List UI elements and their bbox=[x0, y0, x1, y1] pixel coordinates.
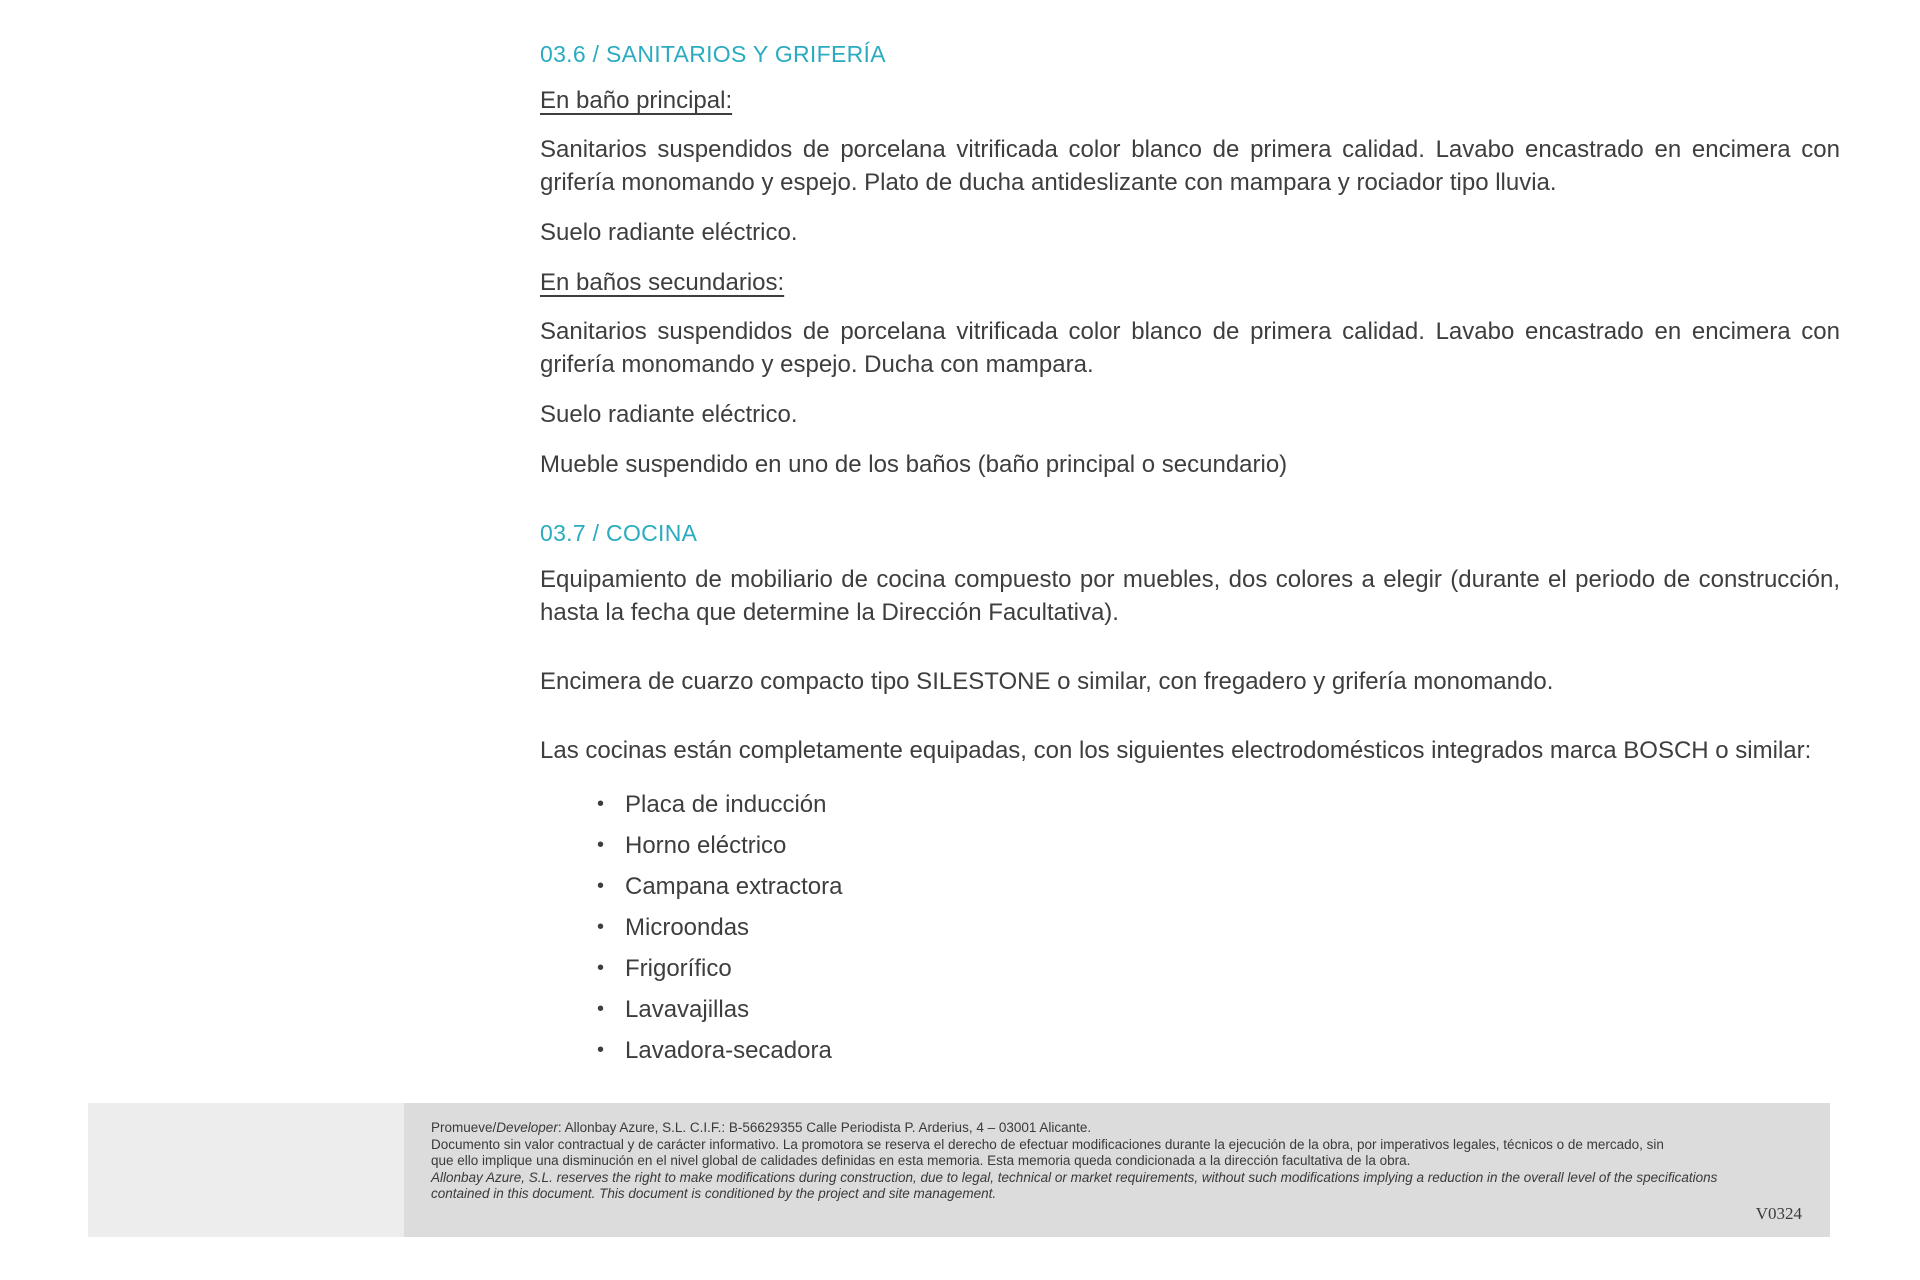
appliance-list bbox=[540, 784, 1840, 1071]
developer-label-prefix: Promueve/ bbox=[431, 1120, 497, 1135]
appliance-item-washer-dryer: • Lavadora-secadora bbox=[625, 1030, 1840, 1071]
developer-info: : Allonbay Azure, S.L. C.I.F.: B-56629355 Calle Periodista P. Arderius, 4 – 03001 Alicante. bbox=[557, 1120, 1092, 1135]
appliance-item-oven: • Horno eléctrico bbox=[625, 825, 1840, 866]
specifications-content bbox=[540, 0, 1840, 1071]
subheading-main-bath: En baño principal: bbox=[540, 87, 733, 114]
footer-legal-panel bbox=[404, 1103, 1830, 1237]
appliance-item-dishwasher: • Lavavajillas bbox=[625, 989, 1840, 1030]
secondary-baths-description: Sanitarios suspendidos de porcelana vitrificada color blanco de primera calidad. Lavabo encastrado en encimera con grifería monomando y espejo. Ducha con mampara. bbox=[540, 318, 1840, 378]
kitchen-countertop-description: Encimera de cuarzo compacto tipo SILESTONE o similar, con fregadero y grifería monomando. bbox=[540, 668, 1554, 695]
kitchen-furniture-description: Equipamiento de mobiliario de cocina compuesto por muebles, dos colores a elegir (durante el periodo de construcción, hasta la fecha que determine la Dirección Facultativa). bbox=[540, 566, 1840, 626]
appliance-item-hood: • Campana extractora bbox=[625, 866, 1840, 907]
secondary-baths-floor-note: Suelo radiante eléctrico. bbox=[540, 401, 798, 428]
developer-label-italic: Developer bbox=[496, 1120, 558, 1135]
appliance-item-fridge: • Frigorífico bbox=[625, 948, 1840, 989]
developer-line bbox=[431, 1120, 1830, 1137]
disclaimer-es-line-2: que ello implique una disminución en el nivel global de calidades definidas en esta memoria. Esta memoria queda condicionada a la dirección facultativa de la obra. bbox=[431, 1153, 1411, 1168]
version-code: V0324 bbox=[1755, 1204, 1802, 1223]
baths-furniture-note: Mueble suspendido en uno de los baños (baño principal o secundario) bbox=[540, 451, 1288, 478]
kitchen-appliances-intro: Las cocinas están completamente equipadas, con los siguientes electrodomésticos integrados marca BOSCH o similar: bbox=[540, 737, 1812, 764]
legal-footer bbox=[88, 1103, 1830, 1237]
section-heading-cocina: 03.7 / COCINA bbox=[540, 520, 698, 546]
appliance-item-induction: • Placa de inducción bbox=[625, 784, 1840, 825]
appliance-item-microwave: • Microondas bbox=[625, 907, 1840, 948]
disclaimer-en-line-2: contained in this document. This document is conditioned by the project and site management. bbox=[431, 1186, 997, 1201]
disclaimer-es-line-1: Documento sin valor contractual y de carácter informativo. La promotora se reserva el derecho de efectuar modificaciones durante la ejecución de la obra, por imperativos legales, técnicos o de mercado, sin bbox=[431, 1136, 1664, 1152]
disclaimer-en-line-1: Allonbay Azure, S.L. reserves the right to make modifications during construction, due to legal, technical or market requirements, without such modifications implying a reduction in the overall level of the specifications bbox=[431, 1169, 1718, 1185]
subheading-secondary-baths: En baños secundarios: bbox=[540, 269, 785, 296]
main-bath-description: Sanitarios suspendidos de porcelana vitrificada color blanco de primera calidad. Lavabo encastrado en encimera con grifería monomando y espejo. Plato de ducha antideslizante con mampara y rociador tipo lluvia. bbox=[540, 136, 1840, 196]
footer-left-panel bbox=[88, 1103, 404, 1237]
main-bath-floor-note: Suelo radiante eléctrico. bbox=[540, 219, 798, 246]
section-heading-sanitarios: 03.6 / SANITARIOS Y GRIFERÍA bbox=[540, 41, 886, 67]
